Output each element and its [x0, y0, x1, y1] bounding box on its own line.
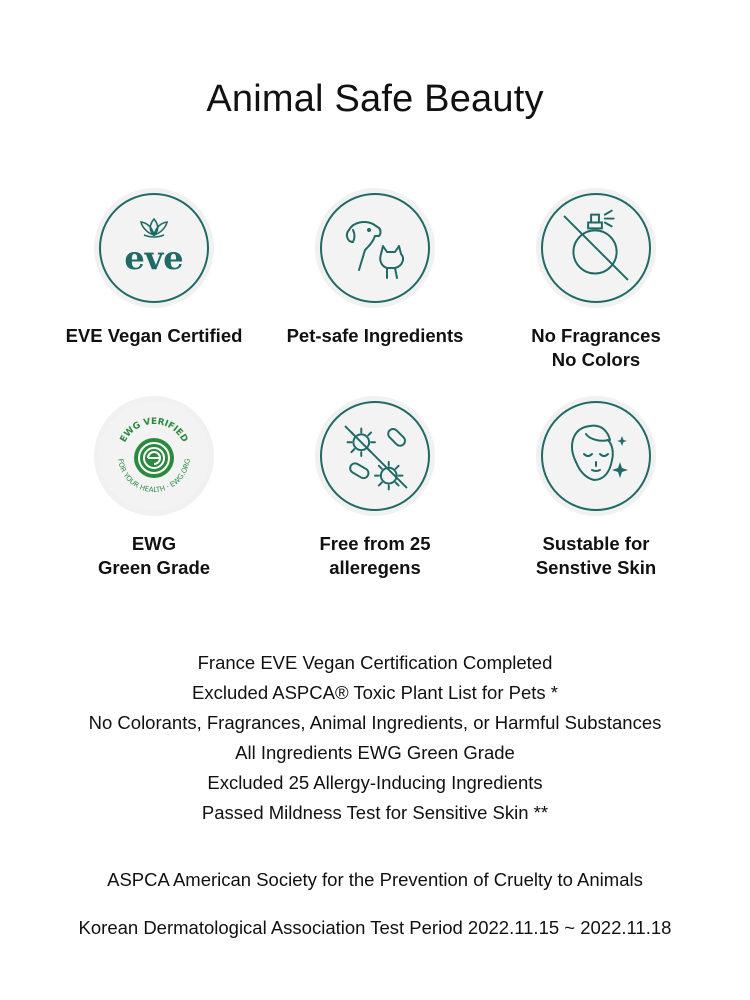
- no-fragrance-icon: [543, 194, 649, 302]
- info-line: France EVE Vegan Certification Completed: [197, 652, 553, 673]
- info-line: No Colorants, Fragrances, Animal Ingredients, or Harmful Substances: [88, 712, 662, 733]
- svg-text:EWG VERIFIED: EWG VERIFIED: [118, 416, 190, 445]
- badge-no-fragrance: [486, 188, 706, 372]
- info-line: Passed Mildness Test for Sensitive Skin **: [201, 802, 549, 823]
- badge-label: Sustable for Senstive Skin: [535, 533, 657, 578]
- badge-label: EVE Vegan Certified: [65, 325, 243, 346]
- svg-text:FOR YOUR HEALTH · EWG.ORG: FOR YOUR HEALTH · EWG.ORG: [116, 458, 192, 495]
- badge-sensitive-skin: [486, 396, 706, 580]
- page-title: Animal Safe Beauty: [206, 78, 544, 120]
- badge-label: Pet-safe Ingredients: [286, 325, 464, 346]
- info-line: Excluded 25 Allergy-Inducing Ingredients: [207, 772, 543, 793]
- info-list: [0, 648, 750, 828]
- badge-ewg: [44, 396, 264, 580]
- badge-eve-vegan: [44, 188, 264, 348]
- dog-cat-icon: [335, 208, 415, 288]
- no-allergen-icon: [322, 402, 428, 510]
- footnote-test-period: Korean Dermatological Association Test Period 2022.11.15 ~ 2022.11.18: [78, 917, 672, 938]
- badge-label: EWG Green Grade: [97, 533, 211, 578]
- info-line: All Ingredients EWG Green Grade: [235, 742, 515, 763]
- info-line: Excluded ASPCA® Toxic Plant List for Pets *: [192, 682, 558, 703]
- badge-label: Free from 25 alleregens: [319, 533, 431, 578]
- badge-label: No Fragrances No Colors: [531, 325, 661, 370]
- ewg-verified-icon: [104, 406, 204, 506]
- badge-pet-safe: [265, 188, 485, 348]
- svg-text:eve: eve: [124, 239, 184, 277]
- sensitive-skin-face-icon: [546, 406, 646, 506]
- eve-logo-icon: [114, 213, 194, 283]
- footnote-aspca: ASPCA American Society for the Prevention of Cruelty to Animals: [107, 869, 643, 890]
- badge-allergen-free: [265, 396, 485, 580]
